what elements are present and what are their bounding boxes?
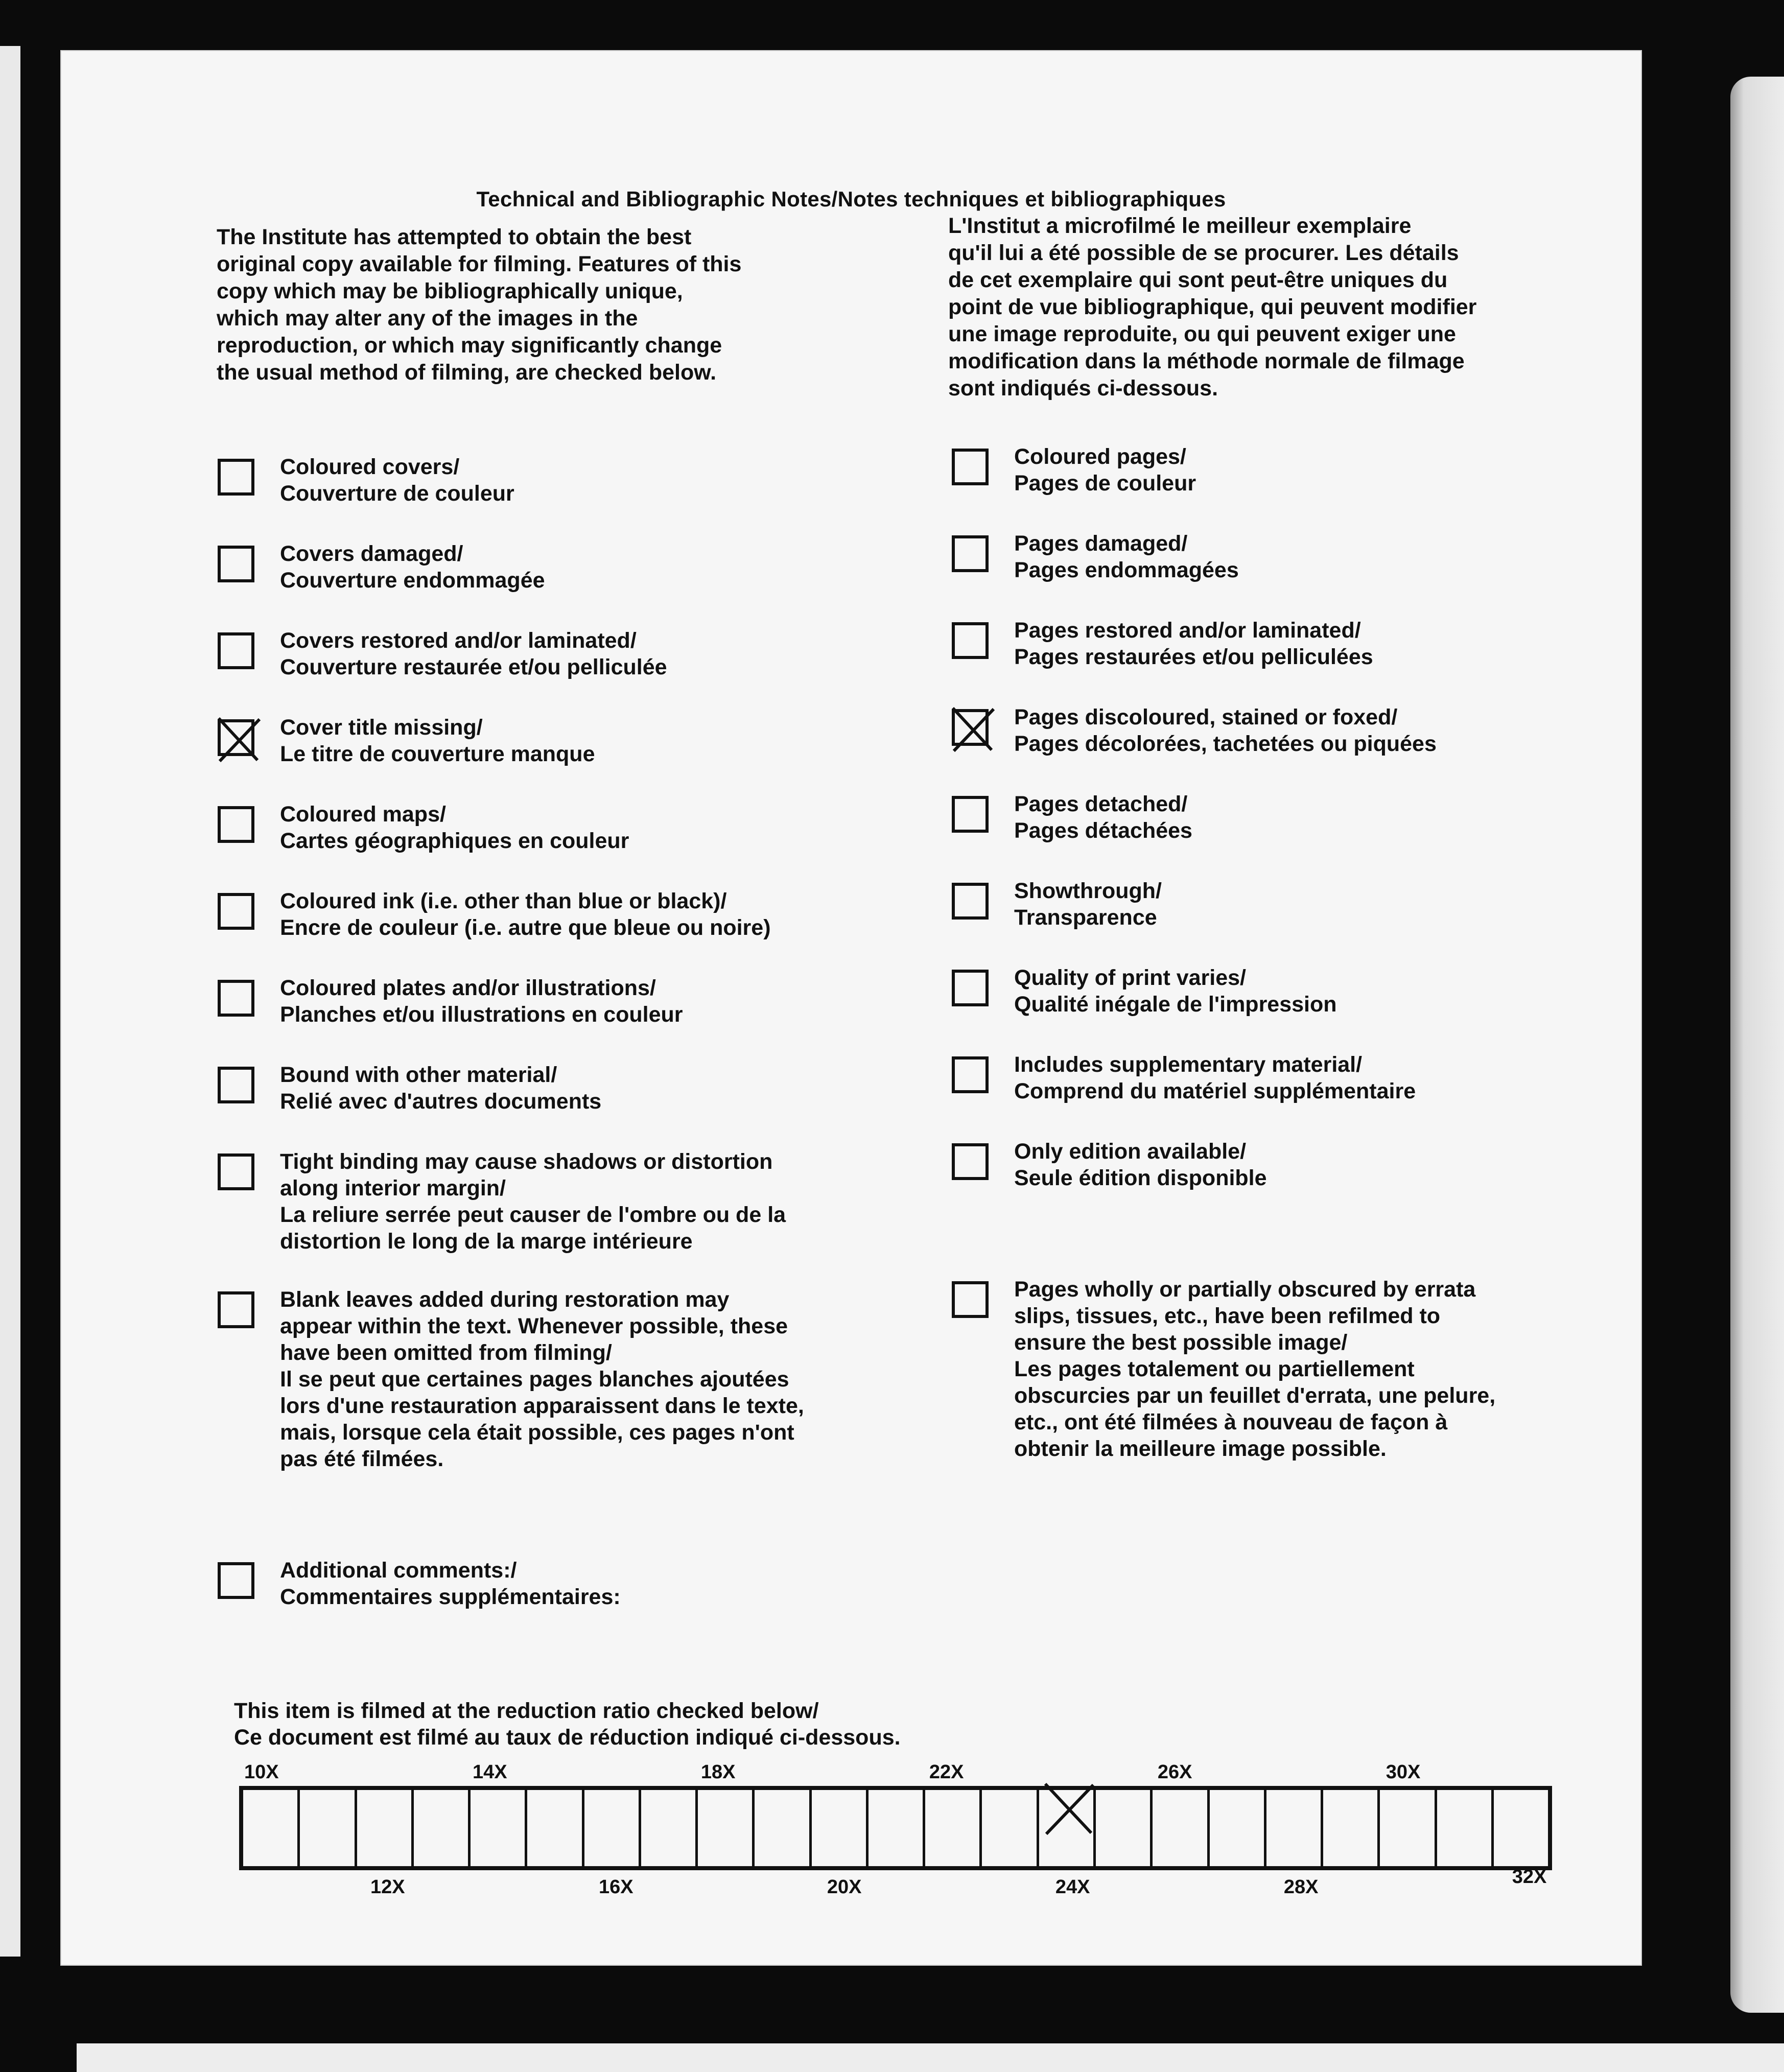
left-item — [218, 801, 943, 854]
checkbox[interactable] — [218, 459, 254, 496]
checkbox-label: Pages restored and/or laminated/ Pages restaurées et/ou pelliculées — [1014, 618, 1373, 669]
checkbox[interactable] — [218, 893, 254, 930]
notes-sheet — [60, 50, 1642, 1966]
ratio-label-top: 22X — [929, 1761, 964, 1783]
checkbox-label: Only edition available/ Seule édition disponible — [1014, 1139, 1267, 1190]
ratio-label-bottom: 28X — [1283, 1876, 1319, 1898]
checkbox[interactable] — [218, 980, 254, 1017]
ratio-cell[interactable] — [414, 1790, 471, 1866]
ratio-cell[interactable] — [641, 1790, 698, 1866]
left-item — [218, 975, 943, 1028]
intro-english: The Institute has attempted to obtain the best original copy available for filming. Features of this copy which may be bibliographically unique, which may alter any of the images in the reproduction, or which may significantly change the usual method of filming, are checked below. — [217, 225, 742, 385]
right-item — [952, 443, 1636, 497]
checkbox[interactable] — [218, 806, 254, 843]
ratio-label-top: 10X — [244, 1761, 279, 1783]
checkbox-label: Quality of print varies/ Qualité inégale de l'impression — [1014, 966, 1337, 1017]
checkbox-label: Bound with other material/ Relié avec d'autres documents — [280, 1063, 602, 1114]
checkbox-label: Covers restored and/or laminated/ Couverture restaurée et/ou pelliculée — [280, 628, 667, 679]
checkbox-label: Pages wholly or partially obscured by errata slips, tissues, etc., have been refilmed to ensure the best possible image/ Les pages totalement ou partiellement obscurcies par un feuillet d'errata, une pelure, etc., ont été filmées à nouveau de façon à obtenir la meilleure image possible. — [1014, 1277, 1496, 1461]
ratio-cell[interactable] — [1380, 1790, 1437, 1866]
checkbox[interactable] — [218, 1291, 254, 1328]
reduction-ratio-strip — [239, 1786, 1552, 1870]
left-item — [218, 454, 943, 507]
right-item — [952, 704, 1636, 757]
checkbox[interactable] — [952, 535, 989, 572]
left-item — [218, 1557, 943, 1610]
check-cross-icon — [1041, 1781, 1097, 1837]
page-title: Technical and Bibliographic Notes/Notes techniques et bibliographiques — [476, 187, 1226, 211]
right-item — [952, 617, 1636, 670]
checkbox-label: Coloured covers/ Couverture de couleur — [280, 455, 514, 506]
ratio-cell[interactable] — [1323, 1790, 1380, 1866]
ratio-cell[interactable] — [1039, 1790, 1096, 1866]
ratio-label-bottom: 20X — [827, 1876, 862, 1898]
checkbox-label: Covers damaged/ Couverture endommagée — [280, 541, 545, 593]
reduction-ratio-text: This item is filmed at the reduction ratio checked below/ Ce document est filmé au taux de réduction indiqué ci-dessous. — [234, 1699, 901, 1750]
checkbox-label: Pages discoloured, stained or foxed/ Pages décolorées, tachetées ou piquées — [1014, 705, 1437, 756]
checkbox[interactable] — [952, 1143, 989, 1180]
ratio-cell[interactable] — [1494, 1790, 1548, 1866]
right-item — [952, 530, 1636, 583]
ratio-label-bottom: 24X — [1055, 1876, 1090, 1898]
ratio-label-bottom: 12X — [370, 1876, 405, 1898]
right-item — [952, 1276, 1636, 1462]
checkbox[interactable] — [952, 622, 989, 659]
checkbox-label: Cover title missing/ Le titre de couverture manque — [280, 715, 595, 766]
checkbox-label: Pages damaged/ Pages endommagées — [1014, 531, 1239, 582]
ratio-cell[interactable] — [1153, 1790, 1209, 1866]
checkbox[interactable] — [218, 632, 254, 669]
ratio-label-bottom: 32X — [1512, 1866, 1547, 1888]
ratio-cell[interactable] — [1266, 1790, 1323, 1866]
ratio-cell[interactable] — [243, 1790, 300, 1866]
checkbox[interactable] — [952, 709, 989, 746]
checkbox-label: Includes supplementary material/ Comprend du matériel supplémentaire — [1014, 1052, 1416, 1103]
ratio-cell[interactable] — [527, 1790, 584, 1866]
right-item — [952, 1051, 1636, 1104]
film-edge-left — [0, 46, 20, 1957]
ratio-cell[interactable] — [584, 1790, 641, 1866]
ratio-cell[interactable] — [812, 1790, 868, 1866]
check-cross-icon — [949, 705, 998, 754]
checkbox-label: Coloured plates and/or illustrations/ Planches et/ou illustrations en couleur — [280, 976, 683, 1027]
ratio-cell[interactable] — [925, 1790, 982, 1866]
checkbox[interactable] — [218, 546, 254, 582]
intro-french: L'Institut a microfilmé le meilleur exemplaire qu'il lui a été possible de se procurer. Les détails de cet exemplaire qui sont peut-être uniques du point de vue bibliographique, qui peuvent modifier une image reproduite, ou qui peuvent exiger une modification dans la méthode normale de filmage sont indiqués ci-dessous. — [948, 214, 1477, 401]
checkbox[interactable] — [952, 449, 989, 485]
ratio-cell[interactable] — [300, 1790, 357, 1866]
checkbox-label: Pages detached/ Pages détachées — [1014, 792, 1192, 843]
ratio-cell[interactable] — [868, 1790, 925, 1866]
ratio-label-top: 14X — [472, 1761, 507, 1783]
left-item — [218, 888, 943, 941]
ratio-label-top: 26X — [1157, 1761, 1192, 1783]
ratio-label-top: 18X — [700, 1761, 736, 1783]
right-item — [952, 878, 1636, 931]
film-edge-right — [1730, 77, 1784, 2013]
ratio-cell[interactable] — [698, 1790, 755, 1866]
checkbox[interactable] — [952, 1281, 989, 1318]
checkbox-label: Showthrough/ Transparence — [1014, 879, 1162, 930]
checkbox-label: Coloured ink (i.e. other than blue or black)/ Encre de couleur (i.e. autre que bleue ou noire) — [280, 889, 771, 940]
film-edge-bottom — [77, 2043, 1784, 2072]
left-item — [218, 1062, 943, 1115]
ratio-label-bottom: 16X — [598, 1876, 633, 1898]
ratio-cell[interactable] — [1096, 1790, 1153, 1866]
ratio-label-top: 30X — [1386, 1761, 1421, 1783]
checkbox-label: Blank leaves added during restoration may appear within the text. Whenever possible, these have been omitted from filming/ Il se peut que certaines pages blanches ajoutées lors d'une restauration apparaissent dans le texte, mais, lorsque cela était possible, ces pages n'ont pas été filmées. — [280, 1287, 804, 1471]
left-item — [218, 714, 943, 767]
left-item — [218, 627, 943, 680]
ratio-cell[interactable] — [755, 1790, 811, 1866]
ratio-cell[interactable] — [357, 1790, 414, 1866]
ratio-cell[interactable] — [1437, 1790, 1494, 1866]
checkbox[interactable] — [218, 1153, 254, 1190]
checkbox[interactable] — [952, 970, 989, 1006]
left-item — [218, 1286, 943, 1472]
ratio-cell[interactable] — [982, 1790, 1039, 1866]
check-cross-icon — [215, 715, 264, 764]
right-item — [952, 791, 1636, 844]
left-item — [218, 540, 943, 594]
checkbox[interactable] — [218, 1562, 254, 1599]
right-item — [952, 1138, 1636, 1191]
checkbox[interactable] — [952, 796, 989, 833]
checkbox[interactable] — [952, 883, 989, 920]
left-item — [218, 1148, 943, 1255]
ratio-cell[interactable] — [1210, 1790, 1266, 1866]
checkbox-label: Coloured maps/ Cartes géographiques en couleur — [280, 802, 629, 853]
ratio-cell[interactable] — [471, 1790, 527, 1866]
right-item — [952, 964, 1636, 1018]
checkbox[interactable] — [218, 719, 254, 756]
checkbox[interactable] — [952, 1056, 989, 1093]
checkbox-label: Additional comments:/ Commentaires supplémentaires: — [280, 1558, 621, 1609]
checkbox-label: Tight binding may cause shadows or distortion along interior margin/ La reliure serrée peut causer de l'ombre ou de la distortion le long de la marge intérieure — [280, 1149, 786, 1254]
checkbox-label: Coloured pages/ Pages de couleur — [1014, 444, 1196, 496]
checkbox[interactable] — [218, 1067, 254, 1103]
